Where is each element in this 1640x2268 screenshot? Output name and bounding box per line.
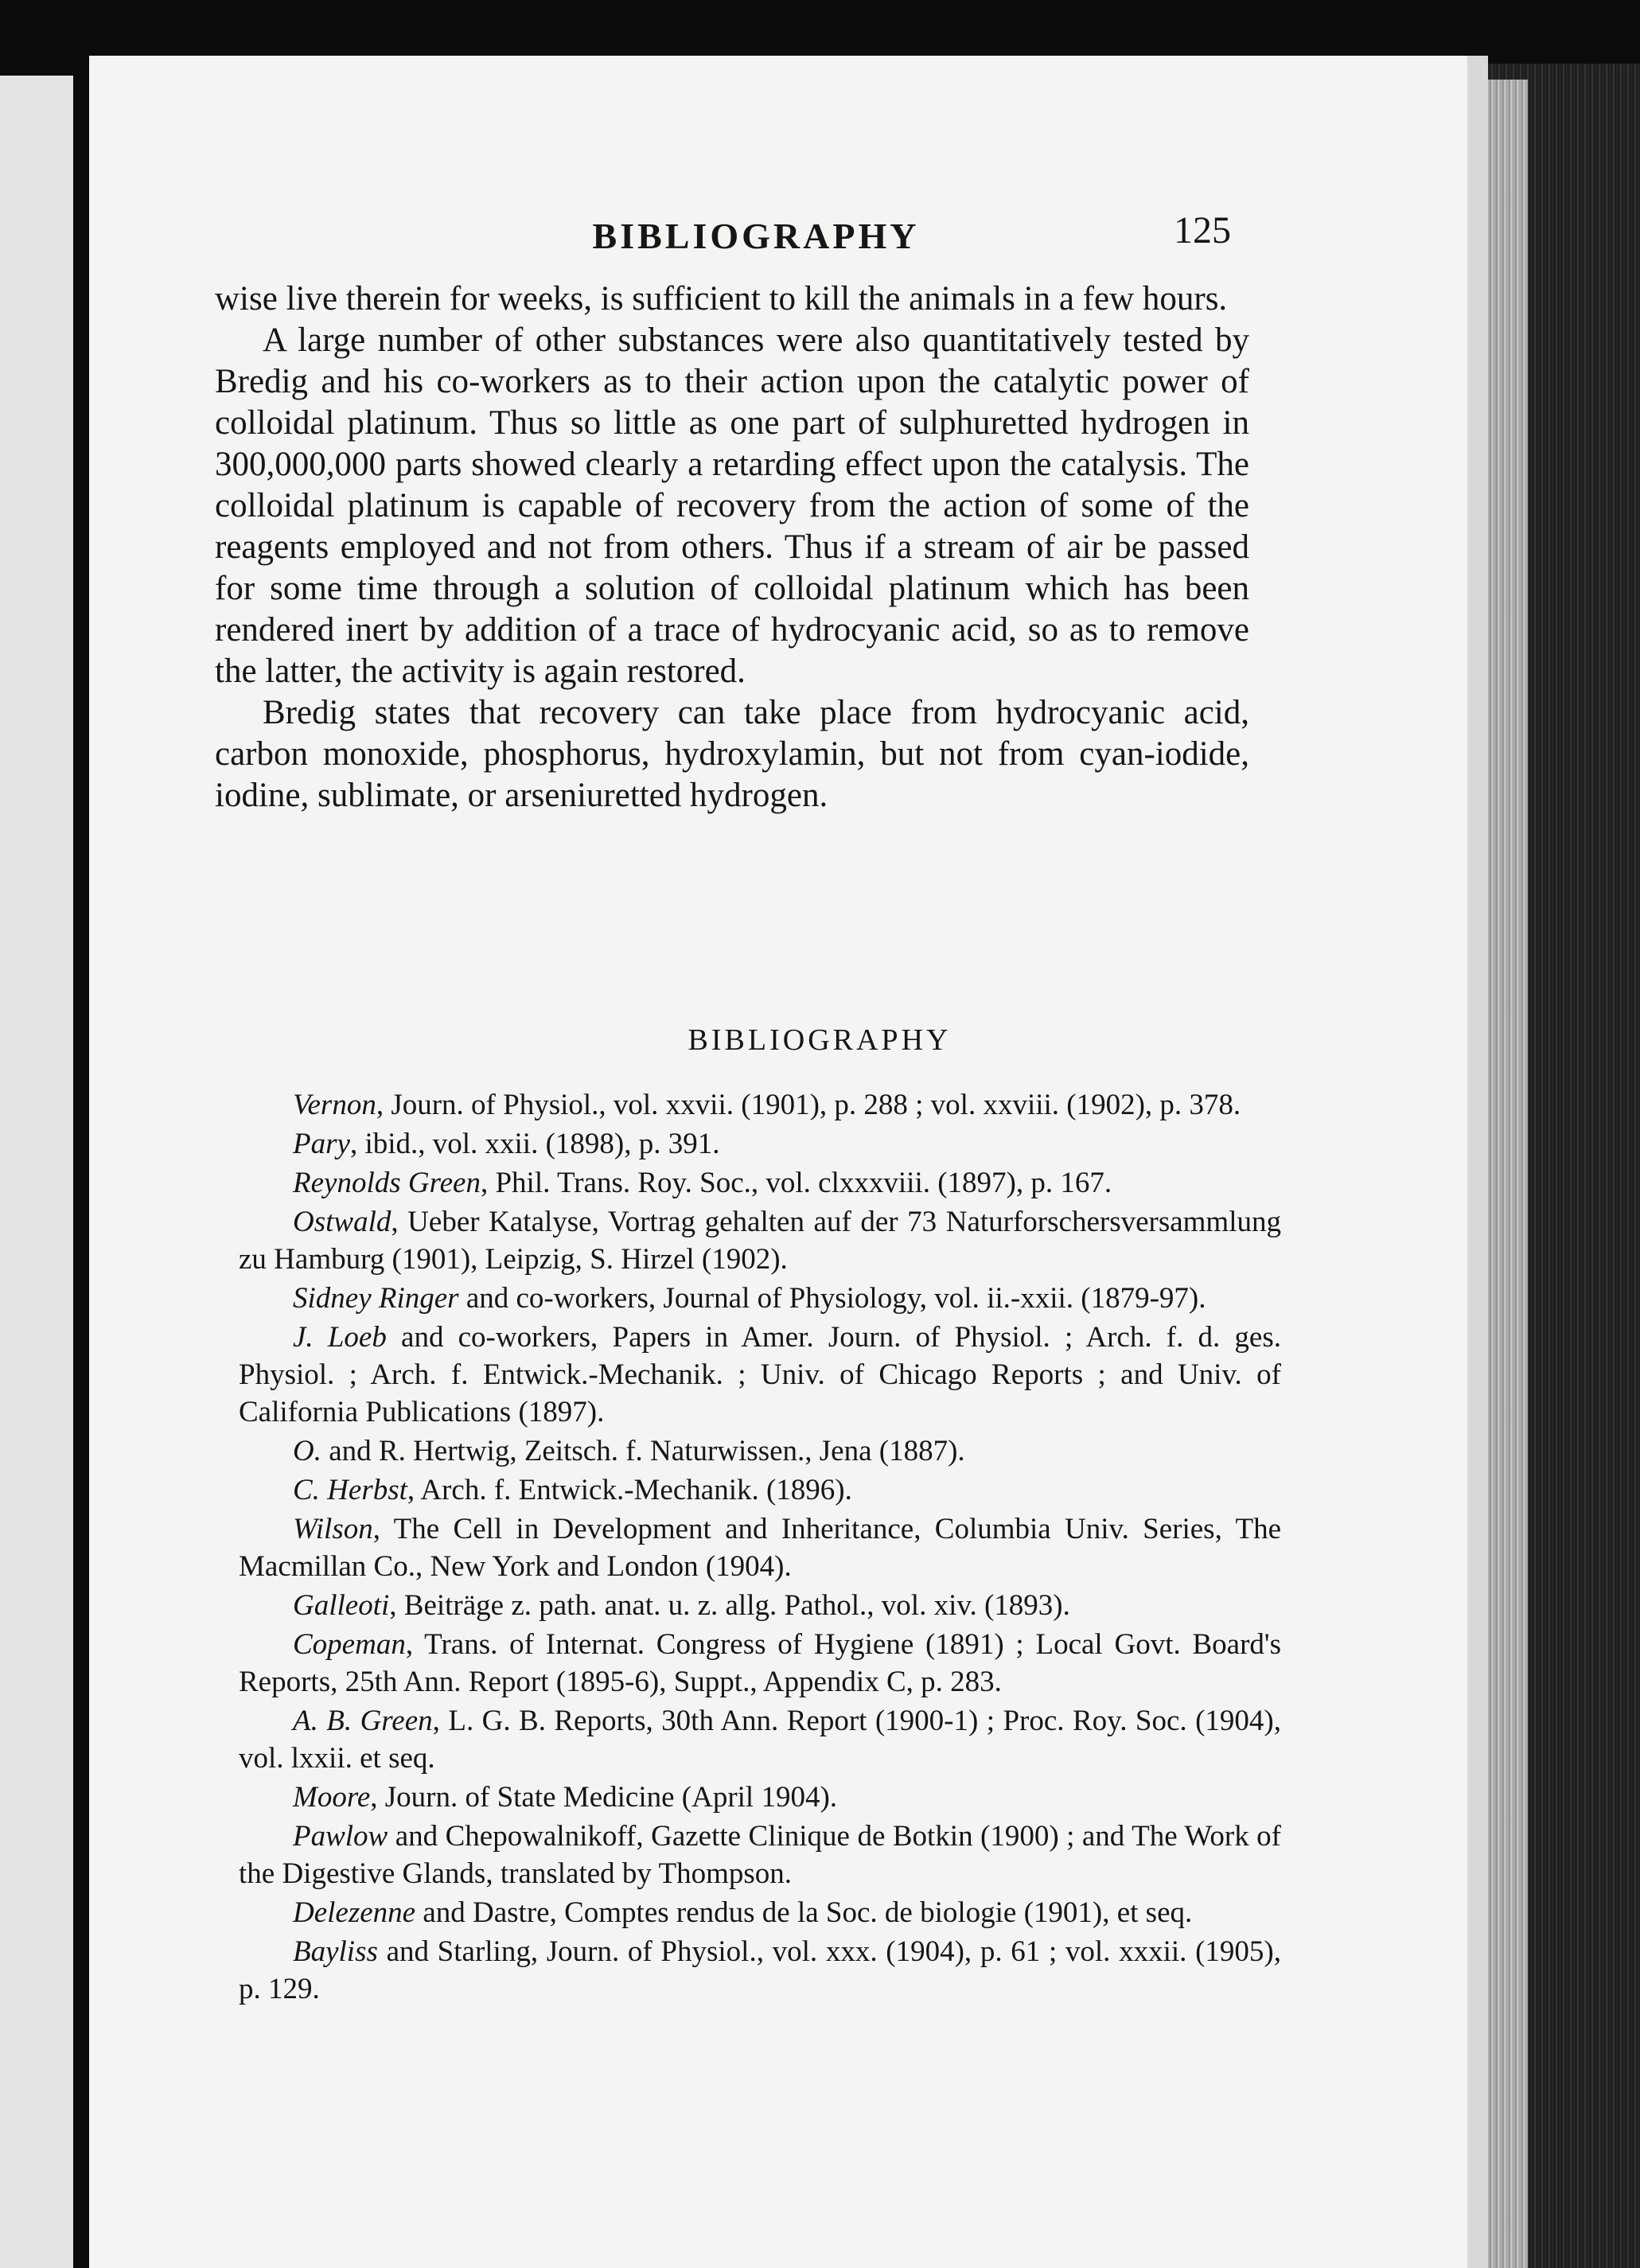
page-number: 125 (1174, 209, 1231, 251)
bibliography-entry (239, 1510, 1281, 1585)
paragraph: wise live therein for weeks, is sufficient to kill the animals in a few hours. (215, 280, 1228, 318)
bib-author: Bayliss (293, 1935, 378, 1968)
bibliography-entry (239, 1587, 1281, 1624)
paragraph: A large number of other substances were also quantitatively tested by Bredig and his co-workers as to their action upon the catalytic power of colloidal platinum. Thus so little as one part of sulphuretted hydrogen in 300,000,000 parts showed clearly a retarding effect upon the catalysis. The colloidal platinum is capable of recovery from the action of some of the reagents employed and not from others. Thus if a stream of air be passed for some time through a solution of colloidal platinum which has been rendered inert by addition of a trace of hydrocyanic acid, so as to remove the latter, the activity is again restored. (215, 321, 1249, 690)
running-head: BIBLIOGRAPHY (592, 216, 920, 256)
bib-reference: and Dastre, Comptes rendus de la Soc. de biologie (1901), et seq. (415, 1896, 1193, 1929)
bib-author: Copeman (293, 1628, 406, 1661)
bib-reference: , The Cell in Development and Inheritance, Columbia Univ. Series, The Macmillan Co., New York and London (1904). (239, 1513, 1281, 1583)
bibliography-entry (239, 1779, 1281, 1816)
bibliography-entry (239, 1894, 1281, 1931)
bib-author: Galleoti (293, 1589, 390, 1622)
bibliography-entry (239, 1432, 1281, 1470)
bib-author: Reynolds Green (293, 1167, 481, 1199)
bibliography-entry (239, 1818, 1281, 1892)
bib-author: Delezenne (293, 1896, 416, 1929)
bib-author: A. B. Green (293, 1705, 433, 1737)
bib-author: Wilson (293, 1513, 373, 1545)
bib-author: C. Herbst (293, 1474, 407, 1506)
body-text (215, 279, 1249, 816)
left-page-edge (0, 76, 73, 2268)
bibliography-entry (239, 1626, 1281, 1701)
bibliography-entry (239, 1471, 1281, 1509)
bib-reference: , Journ. of Physiol., vol. xxvii. (1901), p. 288 ; vol. xxviii. (1902), p. 378. (376, 1089, 1241, 1121)
bib-reference: , Ueber Katalyse, Vortrag gehalten auf der 73 Naturforschersversammlung zu Hamburg (1901), Leipzig, S. Hirzel (1902). (239, 1206, 1281, 1276)
bibliography-entry (239, 1125, 1281, 1163)
bib-reference: , Trans. of Internat. Congress of Hygiene (1891) ; Local Govt. Board's Reports, 25th Ann. Report (1895-6), Suppt., Appendix C, p. 283. (239, 1628, 1281, 1698)
page-stack-edge (1488, 80, 1528, 2268)
bib-author: Ostwald (293, 1206, 391, 1238)
bib-reference: , Arch. f. Entwick.-Mechanik. (1896). (407, 1474, 852, 1506)
bib-author: Pary (293, 1128, 350, 1160)
bib-author: Vernon (293, 1089, 376, 1121)
bib-reference: and R. Hertwig, Zeitsch. f. Naturwissen., Jena (1887). (321, 1435, 965, 1467)
bibliography-heading: BIBLIOGRAPHY (688, 1023, 952, 1057)
bibliography-list (239, 1086, 1281, 2009)
bib-author: Moore (293, 1781, 371, 1814)
bibliography-entry (239, 1702, 1281, 1777)
bib-reference: and Chepowalnikoff, Gazette Clinique de Botkin (1900) ; and The Work of the Digestive Glands, translated by Thompson. (239, 1820, 1281, 1890)
bibliography-entry (239, 1319, 1281, 1431)
bib-reference: and co-workers, Papers in Amer. Journ. of Physiol. ; Arch. f. d. ges. Physiol. ; Arch. f. Entwick.-Mechanik. ; Univ. of Chicago Reports ; and Univ. of California Publications (1897). (239, 1321, 1281, 1428)
bib-reference: and co-workers, Journal of Physiology, vol. ii.-xxii. (1879-97). (458, 1282, 1206, 1315)
bib-author: J. Loeb (293, 1321, 387, 1354)
bib-reference: and Starling, Journ. of Physiol., vol. xxx. (1904), p. 61 ; vol. xxxii. (1905), p. 129. (239, 1935, 1281, 2005)
bib-reference: , L. G. B. Reports, 30th Ann. Report (1900-1) ; Proc. Roy. Soc. (1904), vol. lxxii. et seq. (239, 1705, 1281, 1775)
bib-author: Sidney Ringer (293, 1282, 459, 1315)
bib-reference: , Phil. Trans. Roy. Soc., vol. clxxxviii. (1897), p. 167. (480, 1167, 1112, 1199)
paragraph: Bredig states that recovery can take place from hydrocyanic acid, carbon monoxide, phosphorus, hydroxylamin, but not from cyan-iodide, iodine, sublimate, or arseniuretted hydrogen. (215, 694, 1249, 814)
bibliography-entry (239, 1933, 1281, 2008)
bib-reference: , Journ. of State Medicine (April 1904). (370, 1781, 838, 1814)
bibliography-entry (239, 1280, 1281, 1317)
bibliography-entry (239, 1164, 1281, 1202)
bib-reference: , Beiträge z. path. anat. u. z. allg. Pathol., vol. xiv. (1893). (389, 1589, 1070, 1622)
bib-reference: , ibid., vol. xxii. (1898), p. 391. (349, 1128, 720, 1160)
bib-author: O. (293, 1435, 321, 1467)
bibliography-entry (239, 1203, 1281, 1278)
bib-author: Pawlow (293, 1820, 388, 1853)
bibliography-entry (239, 1086, 1281, 1124)
